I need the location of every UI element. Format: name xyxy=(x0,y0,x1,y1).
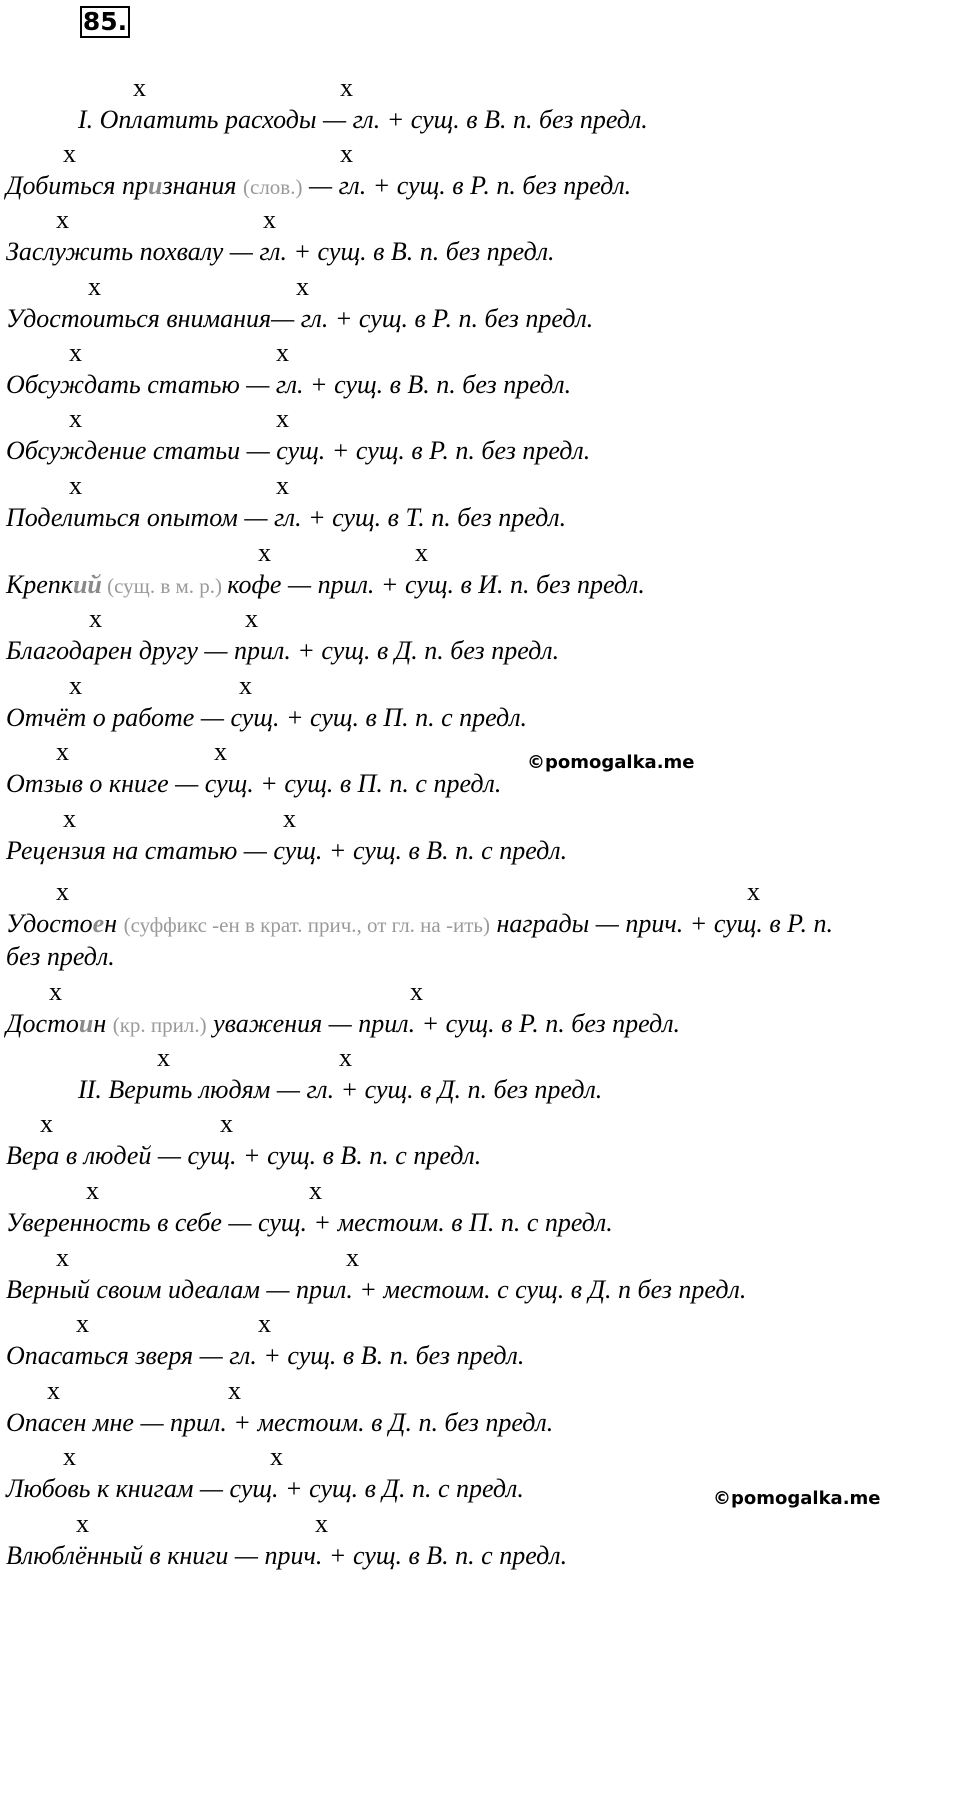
mark-x: x xyxy=(69,338,82,367)
phrase-line: Добиться признания (слов.) — гл. + сущ. в Р. п. без предл. xyxy=(6,171,632,200)
mark-x: x xyxy=(56,737,69,766)
mark-x: x xyxy=(340,139,353,168)
watermark: ©pomogalka.me xyxy=(527,752,695,773)
mark-x: x xyxy=(133,73,146,102)
phrase-line: Поделиться опытом — гл. + сущ. в Т. п. без предл. xyxy=(6,503,567,532)
mark-x: x xyxy=(56,877,69,906)
mark-x: x xyxy=(157,1043,170,1072)
phrase-line: Обсуждать статью — гл. + сущ. в В. п. без предл. xyxy=(6,370,572,399)
mark-x: x xyxy=(340,73,353,102)
phrase-line: Удостоиться внимания— гл. + сущ. в Р. п. без предл. xyxy=(6,304,594,333)
mark-x: x xyxy=(76,1509,89,1538)
mark-x: x xyxy=(228,1376,241,1405)
mark-x: x xyxy=(309,1176,322,1205)
mark-x: x xyxy=(56,205,69,234)
mark-x: x xyxy=(69,671,82,700)
task-number-badge: 85. xyxy=(80,6,130,38)
phrase-line: Достоин (кр. прил.) уважения — прил. + сущ. в Р. п. без предл. xyxy=(6,1009,681,1038)
mark-x: x xyxy=(410,977,423,1006)
grammar-note: (кр. прил.) xyxy=(112,1013,207,1037)
phrase-line: Любовь к книгам — сущ. + сущ. в Д. п. с предл. xyxy=(6,1474,524,1503)
mark-x: x xyxy=(263,205,276,234)
mark-x: x xyxy=(214,737,227,766)
mark-x: x xyxy=(49,977,62,1006)
phrase-line: I. Оплатить расходы — гл. + сущ. в В. п. без предл. xyxy=(78,105,648,134)
phrase-line: Удостоен (суффикс -ен в крат. прич., от гл. на -ить) награды — прич. + сущ. в Р. п. xyxy=(6,909,833,938)
mark-x: x xyxy=(86,1176,99,1205)
mark-x: x xyxy=(339,1043,352,1072)
mark-x: x xyxy=(63,804,76,833)
mark-x: x xyxy=(63,139,76,168)
mark-x: x xyxy=(69,471,82,500)
phrase-line: Влюблённый в книги — прич. + сущ. в В. п. с предл. xyxy=(6,1541,568,1570)
phrase-line: Благодарен другу — прил. + сущ. в Д. п. без предл. xyxy=(6,636,560,665)
phrase-line: Обсуждение статьи — сущ. + сущ. в Р. п. без предл. xyxy=(6,436,591,465)
mark-x: x xyxy=(283,804,296,833)
mark-x: x xyxy=(89,604,102,633)
mark-x: x xyxy=(76,1309,89,1338)
highlighted-letter: е xyxy=(92,909,105,938)
mark-x: x xyxy=(415,538,428,567)
mark-x: x xyxy=(747,877,760,906)
mark-x: x xyxy=(276,338,289,367)
phrase-line: Отзыв о книге — сущ. + сущ. в П. п. с предл. xyxy=(6,769,502,798)
highlighted-letter: ий xyxy=(72,570,102,599)
highlighted-letter: и xyxy=(78,1009,94,1038)
mark-x: x xyxy=(296,272,309,301)
mark-x: x xyxy=(88,272,101,301)
phrase-line: Верный своим идеалам — прил. + местоим. с сущ. в Д. п без предл. xyxy=(6,1275,747,1304)
phrase-line: Опасаться зверя — гл. + сущ. в В. п. без предл. xyxy=(6,1341,525,1370)
phrase-line: Отчёт о работе — сущ. + сущ. в П. п. с предл. xyxy=(6,703,528,732)
grammar-note: (суффикс -ен в крат. прич., от гл. на -ить) xyxy=(123,913,490,937)
mark-x: x xyxy=(258,538,271,567)
mark-x: x xyxy=(346,1243,359,1272)
grammar-note: (слов.) xyxy=(243,175,303,199)
mark-x: x xyxy=(276,471,289,500)
mark-x: x xyxy=(47,1376,60,1405)
mark-x: x xyxy=(270,1442,283,1471)
mark-x: x xyxy=(63,1442,76,1471)
phrase-line: Уверенность в себе — сущ. + местоим. в П. п. с предл. xyxy=(6,1208,613,1237)
mark-x: x xyxy=(245,604,258,633)
phrase-line: Вера в людей — сущ. + сущ. в В. п. с предл. xyxy=(6,1141,482,1170)
mark-x: x xyxy=(220,1109,233,1138)
watermark: ©pomogalka.me xyxy=(713,1488,881,1509)
mark-x: x xyxy=(258,1309,271,1338)
mark-x: x xyxy=(40,1109,53,1138)
mark-x: x xyxy=(315,1509,328,1538)
highlighted-letter: и xyxy=(148,171,163,200)
phrase-line: Опасен мне — прил. + местоим. в Д. п. без предл. xyxy=(6,1408,554,1437)
phrase-line: Заслужить похвалу — гл. + сущ. в В. п. без предл. xyxy=(6,237,555,266)
mark-x: x xyxy=(276,404,289,433)
mark-x: x xyxy=(69,404,82,433)
phrase-line: Рецензия на статью — сущ. + сущ. в В. п. с предл. xyxy=(6,836,568,865)
phrase-line-continuation: без предл. xyxy=(6,942,115,971)
mark-x: x xyxy=(56,1243,69,1272)
phrase-line: II. Верить людям — гл. + сущ. в Д. п. без предл. xyxy=(78,1075,603,1104)
mark-x: x xyxy=(239,671,252,700)
phrase-line: Крепкий (сущ. в м. р.) кофе — прил. + сущ. в И. п. без предл. xyxy=(6,570,645,599)
grammar-note: (сущ. в м. р.) xyxy=(101,574,228,598)
